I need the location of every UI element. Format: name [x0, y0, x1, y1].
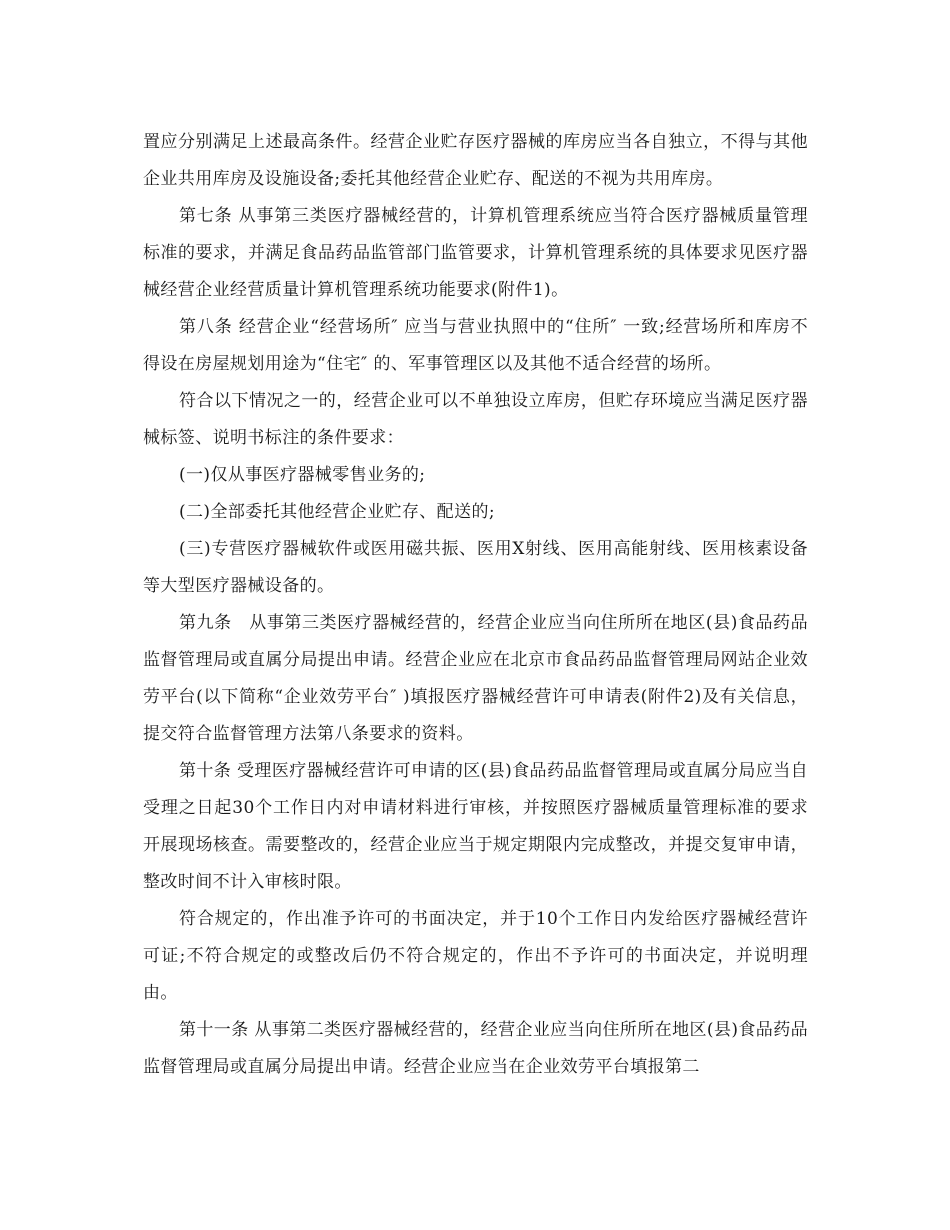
- paragraph-article-8: 第八条 经营企业“经营场所″ 应当与营业执照中的“住所″ 一致;经营场所和库房不得设在房屋规划用途为“住宅″ 的、军事管理区以及其他不适合经营的场所。: [143, 317, 808, 374]
- paragraph-continuation: 置应分别满足上述最高条件。经营企业贮存医疗器械的库房应当各自独立，不得与其他企业共用库房及设施设备;委托其他经营企业贮存、配送的不视为共用库房。: [143, 132, 808, 189]
- list-item-1: (一)仅从事医疗器械零售业务的;: [179, 465, 426, 485]
- paragraph-article-9: 第九条 从事第三类医疗器械经营的，经营企业应当向住所所在地区(县)食品药品监督管理局或直属分局提出申请。经营企业应在北京市食品药品监督管理局网站企业效劳平台(以下简称“企业效劳平台″ )填报医疗器械经营许可申请表(附件2)及有关信息，提交符合监督管理方法第八条要求的资料。: [143, 613, 808, 744]
- paragraph-article-11: 第十一条 从事第二类医疗器械经营的，经营企业应当向住所所在地区(县)食品药品监督管理局或直属分局提出申请。经营企业应当在企业效劳平台填报第二: [143, 1020, 808, 1077]
- list-item-2: (二)全部委托其他经营企业贮存、配送的;: [179, 502, 495, 522]
- paragraph-article-7: 第七条 从事第三类医疗器械经营的，计算机管理系统应当符合医疗器械质量管理标准的要求，并满足食品药品监管部门监管要求，计算机管理系统的具体要求见医疗器械经营企业经营质量计算机管理系统功能要求(附件1)。: [143, 206, 808, 300]
- paragraph-article-10: 第十条 受理医疗器械经营许可申请的区(县)食品药品监督管理局或直属分局应当自受理之日起30个工作日内对申请材料进行审核，并按照医疗器械质量管理标准的要求开展现场核查。需要整改的，经营企业应当于规定期限内完成整改，并提交复审申请，整改时间不计入审核时限。: [143, 761, 808, 892]
- paragraph-decision: 符合规定的，作出准予许可的书面决定，并于10个工作日内发给医疗器械经营许可证;不符合规定的或整改后仍不符合规定的，作出不予许可的书面决定，并说明理由。: [143, 909, 808, 1003]
- list-item-3: (三)专营医疗器械软件或医用磁共振、医用X射线、医用高能射线、医用核素设备等大型医疗器械设备的。: [143, 539, 808, 596]
- document-body: [143, 124, 808, 1086]
- paragraph-exemption-intro: 符合以下情况之一的，经营企业可以不单独设立库房，但贮存环境应当满足医疗器械标签、说明书标注的条件要求：: [143, 391, 808, 448]
